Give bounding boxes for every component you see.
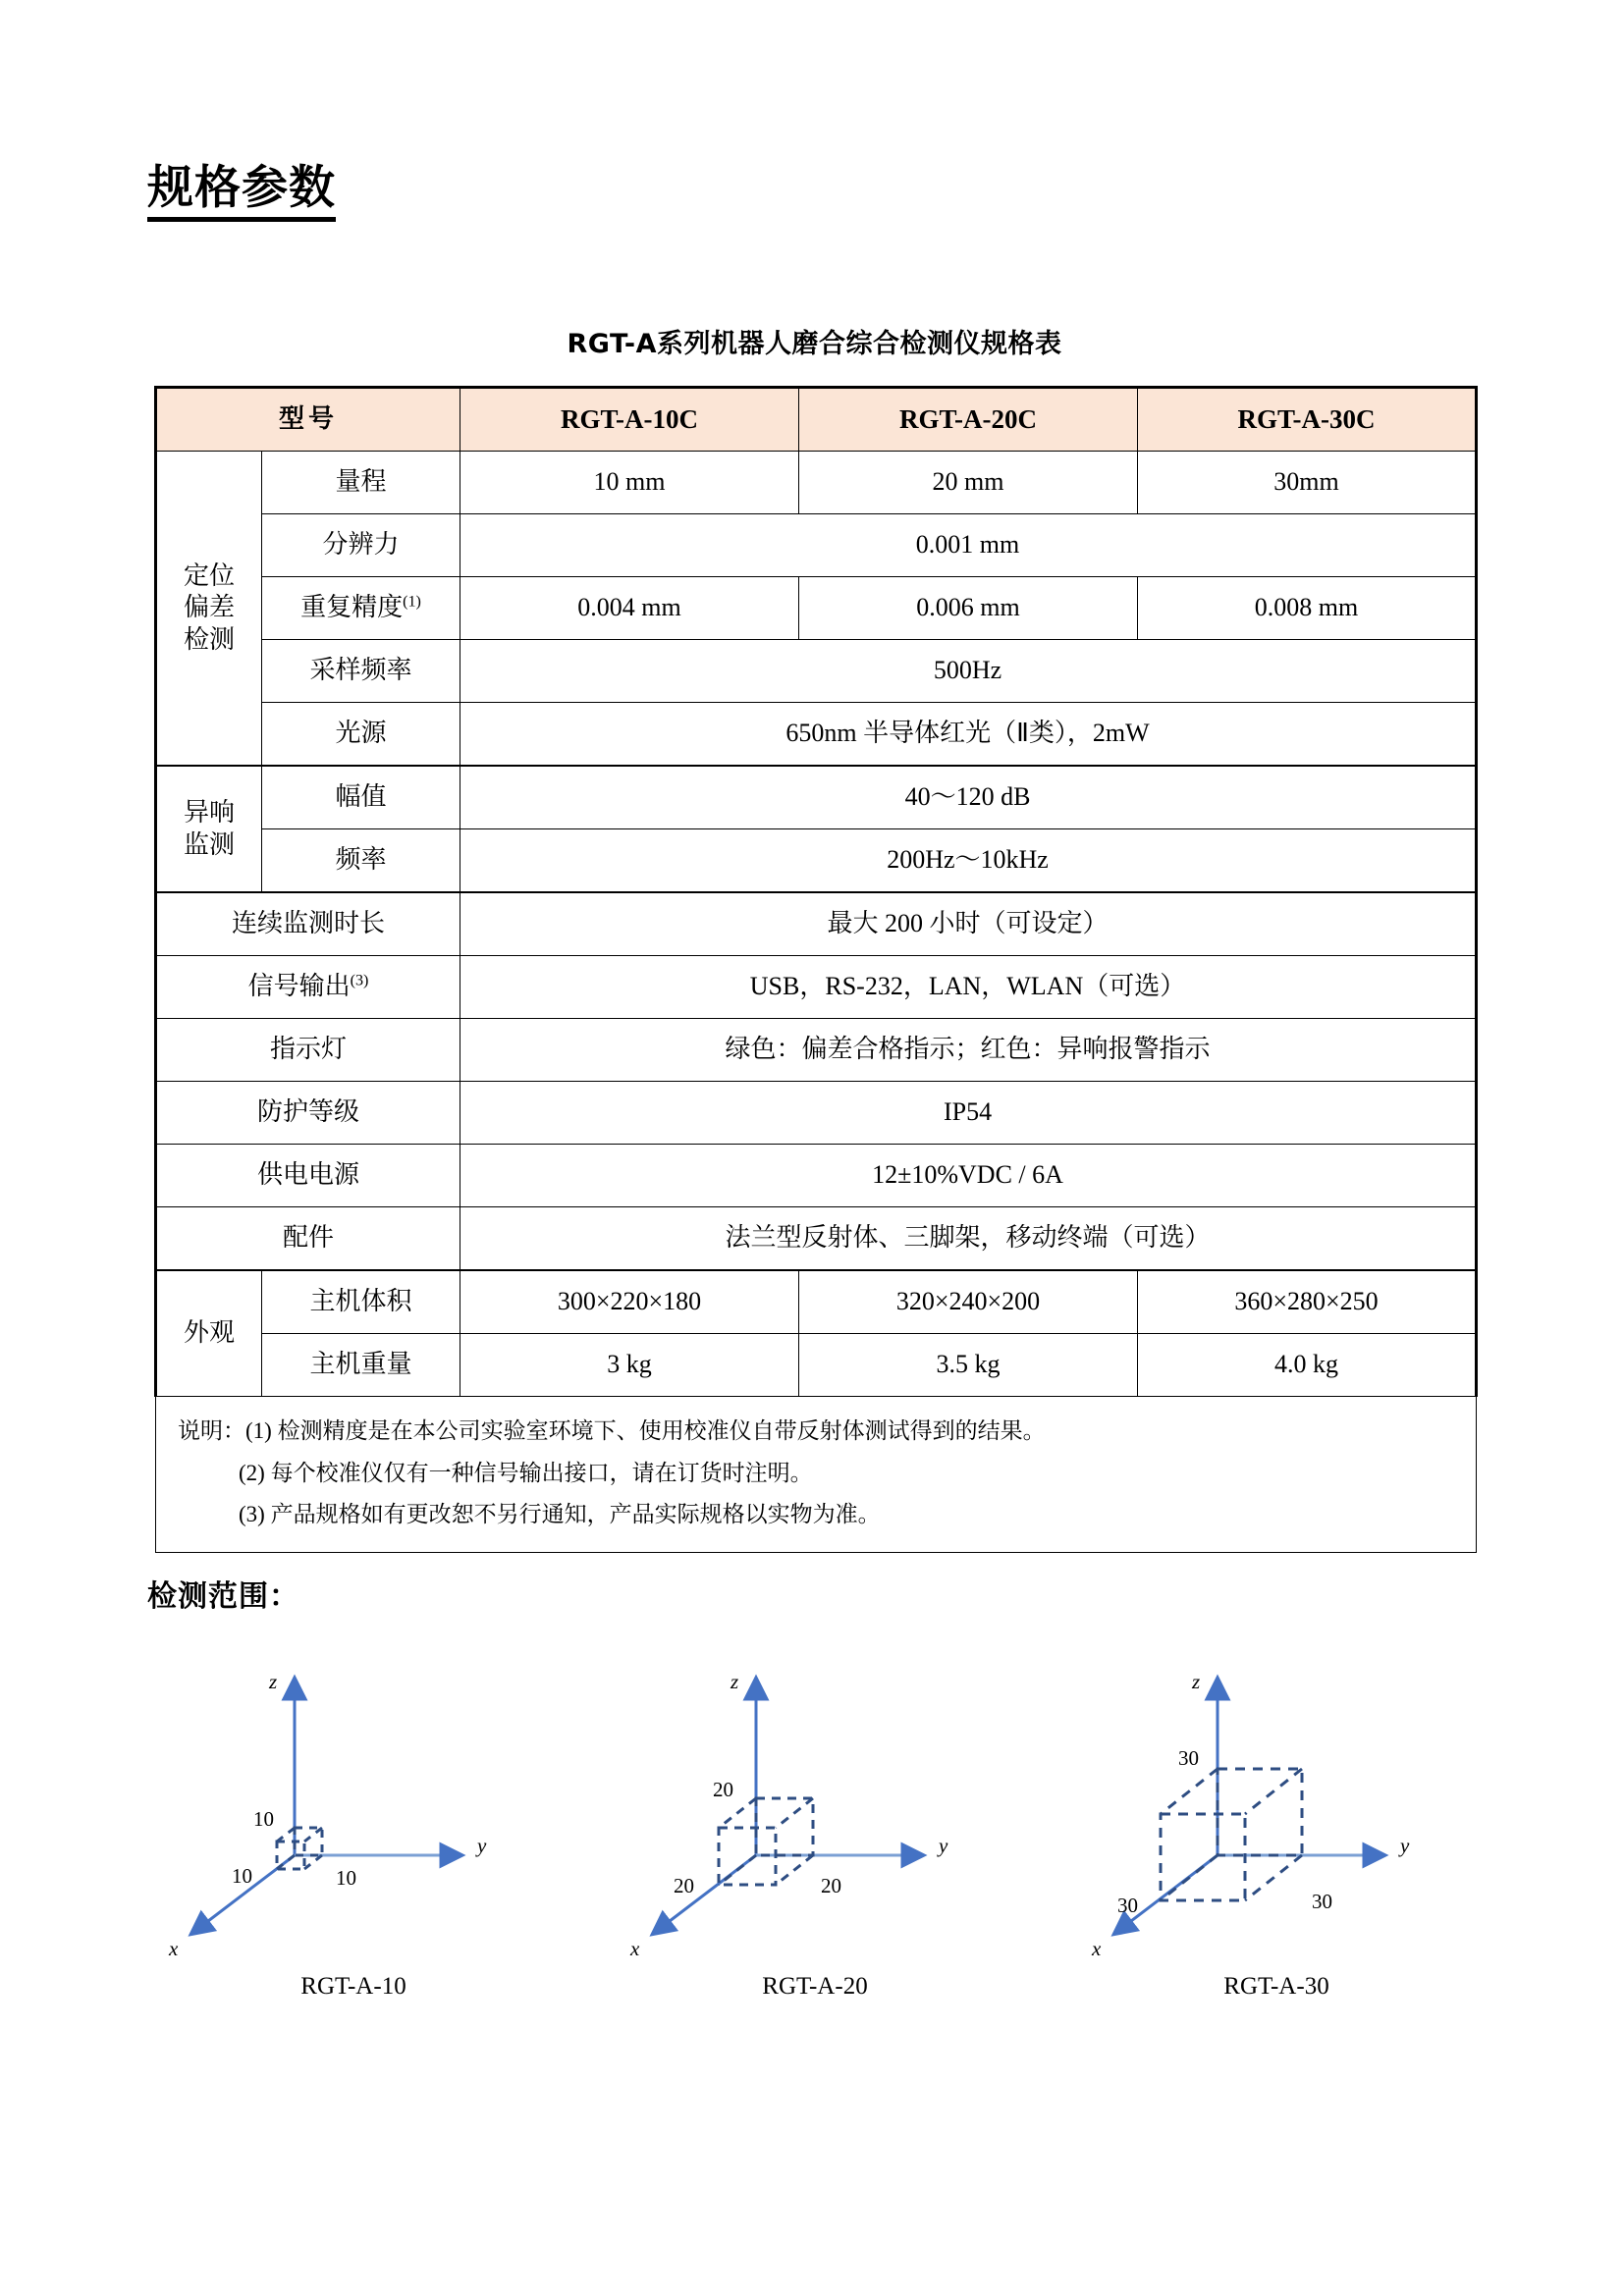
cell-repeatability-20c: 0.006 mm [799,577,1138,640]
table-notes-row [156,1397,1477,1553]
cell-range-20c: 20 mm [799,452,1138,514]
cell-range-30c: 30mm [1138,452,1477,514]
dim-z-label: 30 [1178,1746,1199,1770]
group-line: 监测 [183,829,235,859]
cell-ip-rating: IP54 [460,1082,1477,1145]
row-label-sampling-rate: 采样频率 [262,640,460,703]
row-label-volume: 主机体积 [262,1270,460,1334]
spec-table-caption: RGT-A系列机器人磨合综合检测仪规格表 [567,329,1062,359]
dim-x-label: 10 [232,1864,252,1888]
x-axis-label: x [630,1937,640,1960]
z-axis-label: z [1192,1670,1201,1693]
table-row [156,1207,1477,1271]
dim-y-label: 30 [1312,1890,1332,1913]
note-line-2: (2) 每个校准仪仅有一种信号输出接口，请在订货时注明。 [239,1460,813,1485]
row-label-frequency: 频率 [262,829,460,893]
group-label-appearance: 外观 [156,1270,262,1397]
group-line: 定位 [183,561,235,590]
table-row [156,640,1477,703]
cell-light-source: 650nm 半导体红光（Ⅱ类），2mW [460,703,1477,767]
axes-diagram-svg [609,1649,1021,1983]
detection-range-title: 检测范围： [147,1579,299,1614]
spec-table [154,386,1478,1553]
diagram-caption-10: RGT-A-10 [300,1973,406,2000]
cell-indicator: 绿色：偏差合格指示；红色：异响报警指示 [460,1019,1477,1082]
cell-volume-20c: 320×240×200 [799,1270,1138,1334]
y-axis-label: y [1400,1834,1410,1857]
note-line-1: 说明：(1) 检测精度是在本公司实验室环境下、使用校准仪自带反射体测试得到的结果。 [178,1418,1046,1443]
cell-power-supply: 12±10%VDC / 6A [460,1145,1477,1207]
table-header-row [156,388,1477,452]
table-row [156,1334,1477,1397]
row-label-repeatability [262,577,460,640]
y-axis-label: y [939,1834,948,1857]
z-axis-label: z [731,1670,739,1693]
detection-range-diagrams [147,1649,1483,2061]
cell-weight-20c: 3.5 kg [799,1334,1138,1397]
cell-amplitude: 40～120 dB [460,766,1477,829]
axes-diagram-svg [147,1649,560,1983]
dim-y-label: 10 [336,1866,356,1890]
dim-x-label: 20 [674,1874,694,1897]
cell-weight-10c: 3 kg [460,1334,799,1397]
z-axis-label: z [269,1670,278,1693]
cell-resolution: 0.001 mm [460,514,1477,577]
row-label-text: 重复精度 [300,593,404,622]
group-line: 异响 [183,798,235,827]
table-row [156,892,1477,956]
diagram-caption-30: RGT-A-30 [1223,1973,1329,2000]
row-label-continuous-duration: 连续监测时长 [156,892,460,956]
cell-repeatability-30c: 0.008 mm [1138,577,1477,640]
row-label-power-supply: 供电电源 [156,1145,460,1207]
header-model-10c: RGT-A-10C [460,388,799,452]
dim-z-label: 10 [253,1807,274,1831]
group-label-noise [156,766,262,892]
table-row [156,1270,1477,1334]
dim-x-label: 30 [1117,1894,1138,1917]
diagram-caption-20: RGT-A-20 [762,1973,868,2000]
dim-z-label: 20 [713,1778,733,1801]
row-label-resolution: 分辨力 [262,514,460,577]
spec-table-container [154,386,1475,1553]
header-model-20c: RGT-A-20C [799,388,1138,452]
cell-accessories: 法兰型反射体、三脚架，移动终端（可选） [460,1207,1477,1271]
footnote-marker: (1) [403,593,421,611]
diagram-rgt-a-10 [147,1649,560,2061]
header-model-30c: RGT-A-30C [1138,388,1477,452]
cell-weight-30c: 4.0 kg [1138,1334,1477,1397]
group-label-positioning [156,452,262,767]
axes-diagram-svg [1070,1649,1483,1983]
table-notes [156,1397,1477,1553]
x-axis-label: x [169,1937,179,1960]
row-label-indicator: 指示灯 [156,1019,460,1082]
table-row [156,1019,1477,1082]
table-row [156,1145,1477,1207]
row-label-accessories: 配件 [156,1207,460,1271]
table-row [156,703,1477,767]
diagram-rgt-a-20 [609,1649,1021,2061]
row-label-amplitude: 幅值 [262,766,460,829]
table-row [156,766,1477,829]
cell-range-10c: 10 mm [460,452,799,514]
cell-signal-output: USB，RS-232，LAN，WLAN（可选） [460,956,1477,1019]
x-axis-label: x [1092,1937,1102,1960]
row-label-range: 量程 [262,452,460,514]
cell-sampling-rate: 500Hz [460,640,1477,703]
table-row [156,577,1477,640]
row-label-light-source: 光源 [262,703,460,767]
group-line: 偏差 [183,593,235,622]
cell-volume-10c: 300×220×180 [460,1270,799,1334]
cell-repeatability-10c: 0.004 mm [460,577,799,640]
page-title: 规格参数 [147,165,336,222]
table-row [156,1082,1477,1145]
cell-continuous-duration: 最大 200 小时（可设定） [460,892,1477,956]
note-line-3: (3) 产品规格如有更改恕不另行通知，产品实际规格以实物为准。 [239,1502,881,1527]
row-label-weight: 主机重量 [262,1334,460,1397]
row-label-ip-rating: 防护等级 [156,1082,460,1145]
cell-frequency: 200Hz～10kHz [460,829,1477,893]
table-row [156,829,1477,893]
cell-volume-30c: 360×280×250 [1138,1270,1477,1334]
diagram-rgt-a-30 [1070,1649,1483,2061]
table-row [156,514,1477,577]
table-row [156,956,1477,1019]
table-row [156,452,1477,514]
dim-y-label: 20 [821,1874,841,1897]
footnote-marker: (3) [350,972,369,989]
header-model-label: 型号 [156,388,460,452]
y-axis-label: y [477,1834,487,1857]
row-label-signal-output [156,956,460,1019]
group-line: 检测 [183,624,235,654]
row-label-text: 信号输出 [247,972,351,1001]
